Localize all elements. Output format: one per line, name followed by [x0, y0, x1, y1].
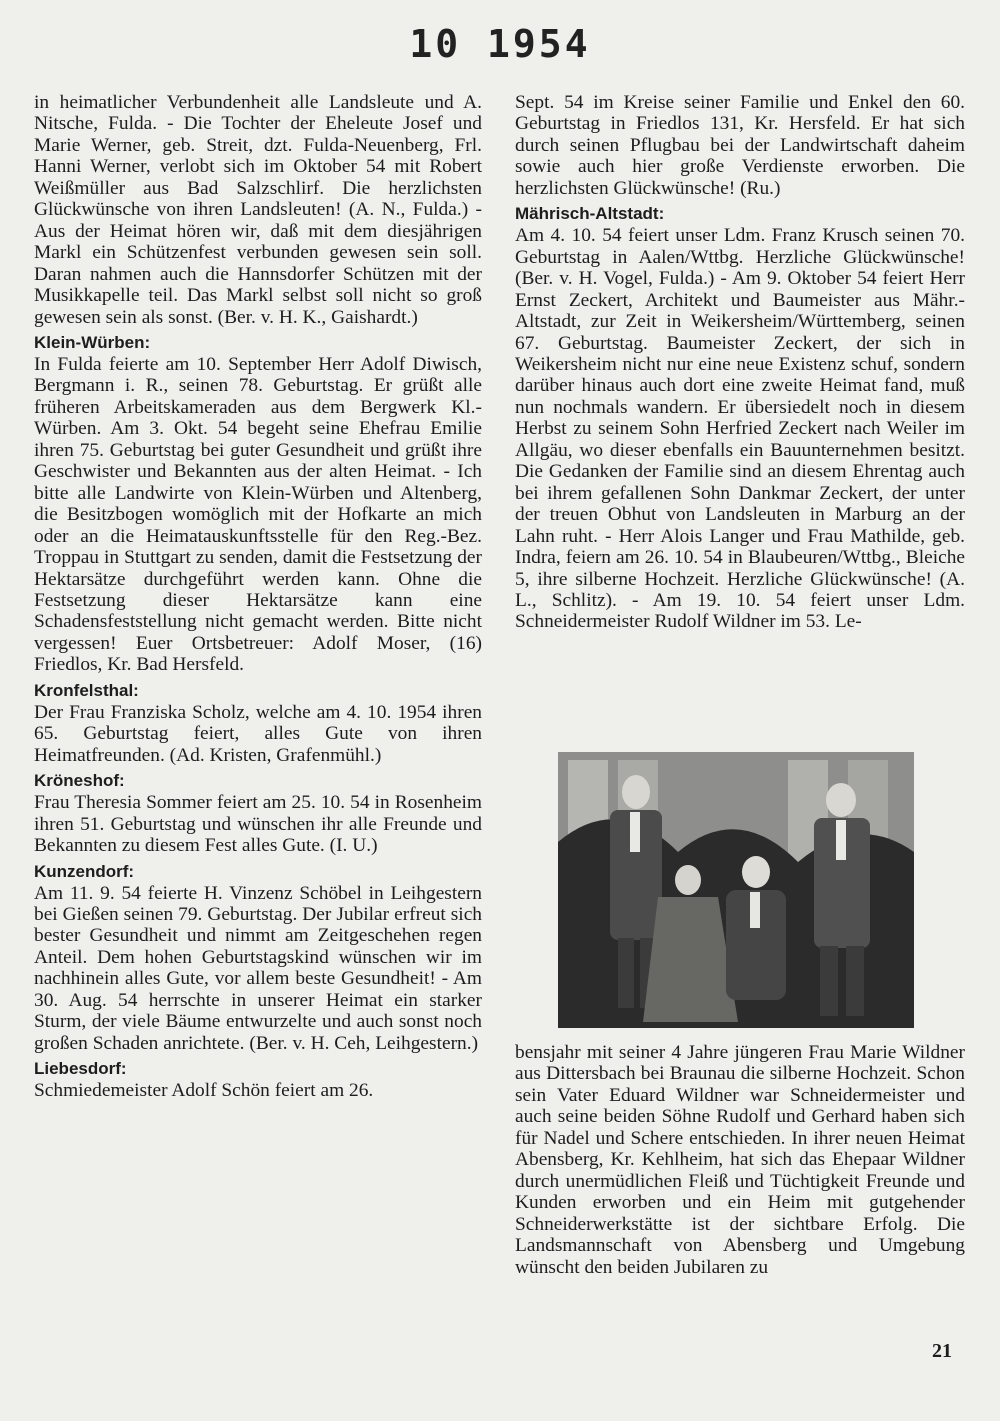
paragraph: Am 4. 10. 54 feiert unser Ldm. Franz Krusch seinen 70. Geburtstag in Aalen/Wttbg. Herzliche Glückwünsche! (Ber. v. H. Vogel, Fulda.) - Am 9. Oktober 54 feiert Herr Ernst Zeckert, Architekt und Baumeister aus Mähr.-Altstadt, zur Zeit in Weikersheim/Württemberg, seinen 67. Geburtstag. Baumeister Zeckert, der sich in Weikersheim nicht nur eine neue Existenz schuf, sondern darüber hinaus auch dort eine zweite Heimat fand, muß nun nochmals wandern. Er übersiedelt noch in diesem Herbst zu seinem Sohn Herfried Zeckert nach Weiler im Allgäu, wo dieser ebenfalls ein Bauunternehmen besitzt. Die Gedanken der Familie sind an diesem Ehrentag auch bei ihrem gefallenen Sohn Dankmar Zeckert, der unter der treuen Obhut von Landsleuten in Marburg an der Lahn ruht. - Herr Alois Langer und Frau Mathilde, geb. Indra, feiern am 26. 10. 54 in Blaubeuren/Wttbg., Bleiche 5, ihre silberne Hochzeit. Herzliche Glückwünsche! (A. L., Schlitz). - Am 19. 10. 54 feiert unser Ldm. Schneidermeister Rudolf Wildner im 53. Le- — [515, 225, 965, 633]
section-heading-klein-wuerben: Klein-Würben: — [34, 332, 151, 352]
section-heading-kunzendorf: Kunzendorf: — [34, 861, 135, 881]
right-column-continued — [515, 1042, 965, 1278]
section-heading-kroeneshof: Kröneshof: — [34, 771, 125, 791]
paragraph: Frau Theresia Sommer feiert am 25. 10. 54 in Rosenheim ihren 51. Geburtstag und wünschen ihr alle Freunde und Bekannten zu diesem Fest alles Gute. (I. U.) — [34, 792, 482, 857]
left-column — [34, 92, 482, 1102]
paragraph: Am 11. 9. 54 feierte H. Vinzenz Schöbel in Leihgestern bei Gießen seinen 79. Geburtstag. Der Jubilar erfreut sich bester Gesundheit und nimmt am Zeitgeschehen regen Anteil. Dem hohen Geburtstagskind wünschen wir im nachhinein alles Gute, vor allem beste Gesundheit! - Am 30. Aug. 54 herrschte in unserer Heimat ein starker Sturm, der viele Bäume entwurzelte und auch sonst noch großen Schaden anrichtete. (Ber. v. H. Ceh, Leihgestern.) — [34, 882, 482, 1054]
family-photo-illustration — [558, 752, 914, 1028]
paragraph: in heimatlicher Verbundenheit alle Landsleute und A. Nitsche, Fulda. - Die Tochter der Eheleute Josef und Marie Werner, geb. Streit, dzt. Fulda-Neuenberg, Frl. Hanni Werner, verlobt sich im Oktober 54 mit Robert Weißmüller aus Bad Salzschlirf. Die herzlichsten Glückwünsche von ihren Landsleuten! (A. N., Fulda.) - Aus der Heimat hören wir, daß mit dem diesjährigen Markl ein Schützenfest verbunden gewesen sein soll. Daran nahmen auch die Hannsdorfer Schützen mit der Musikkapelle teil. Das Markl selbst soll nicht so groß gewesen sein als sonst. (Ber. v. H. K., Gaishardt.) — [34, 92, 482, 328]
paragraph: bensjahr mit seiner 4 Jahre jüngeren Frau Marie Wildner aus Dittersbach bei Braunau die silberne Hochzeit. Schon sein Vater Eduard Wildner war Schneidermeister und auch seine beiden Söhne Rudolf und Gerhard haben sich für Nadel und Schere entschieden. In ihrer neuen Heimat Abensberg, Kr. Kehlheim, hat sich das Ehepaar Wildner durch unermüdlichen Fleiß und Tüchtigkeit Freunde und Kunden erworben und ein Heim mit gutgehender Schneiderwerkstätte ist der sichtbare Erfolg. Die Landsmannschaft von Abensberg und Umgebung wünscht den beiden Jubilaren zu — [515, 1042, 965, 1278]
paragraph: Schmiedemeister Adolf Schön feiert am 26. — [34, 1080, 374, 1102]
right-column — [515, 92, 965, 633]
page-number: 21 — [932, 1340, 952, 1362]
section-heading-maehrisch-altstadt: Mährisch-Altstadt: — [515, 204, 665, 224]
family-photo — [558, 752, 914, 1028]
section-heading-kronfelsthal: Kronfelsthal: — [34, 680, 139, 700]
issue-header: 10 1954 — [409, 22, 591, 66]
paragraph: Der Frau Franziska Scholz, welche am 4. 10. 1954 ihren 65. Geburtstag feiert, alles Gute von ihren Heimatfreunden. (Ad. Kristen, Grafenmühl.) — [34, 701, 482, 766]
paragraph: In Fulda feierte am 10. September Herr Adolf Diwisch, Bergmann i. R., seinen 78. Geburtstag. Er grüßt alle früheren Arbeitskameraden aus dem Bergwerk Kl.-Würben. Am 3. Okt. 54 begeht seine Ehefrau Emilie ihren 75. Geburtstag bei guter Gesundheit und grüßt ihre Geschwister und Bekannten aus der alten Heimat. - Ich bitte alle Landwirte von Klein-Würben und Altenberg, die Besitzbogen womöglich mit der Hofkarte an mich oder an die Heimatauskunftsstelle für den Reg.-Bez. Troppau in Stuttgart zu senden, damit die Festsetzung der Hektarsätze durchgeführt werden kann. Ohne die Festsetzung dieser Hektarsätze kann eine Schadensfeststellung nicht gemacht werden. Bitte nicht vergessen! Euer Ortsbetreuer: Adolf Moser, (16) Friedlos, Kr. Bad Hersfeld. — [34, 353, 482, 676]
section-heading-liebesdorf: Liebesdorf: — [34, 1059, 127, 1079]
paragraph: Sept. 54 im Kreise seiner Familie und Enkel den 60. Geburtstag in Friedlos 131, Kr. Hersfeld. Er hat sich durch seinen Pflugbau bei der Landwirtschaft daheim sowie auch hier große Verdienste erworben. Die herzlichsten Glückwünsche! (Ru.) — [515, 92, 965, 199]
